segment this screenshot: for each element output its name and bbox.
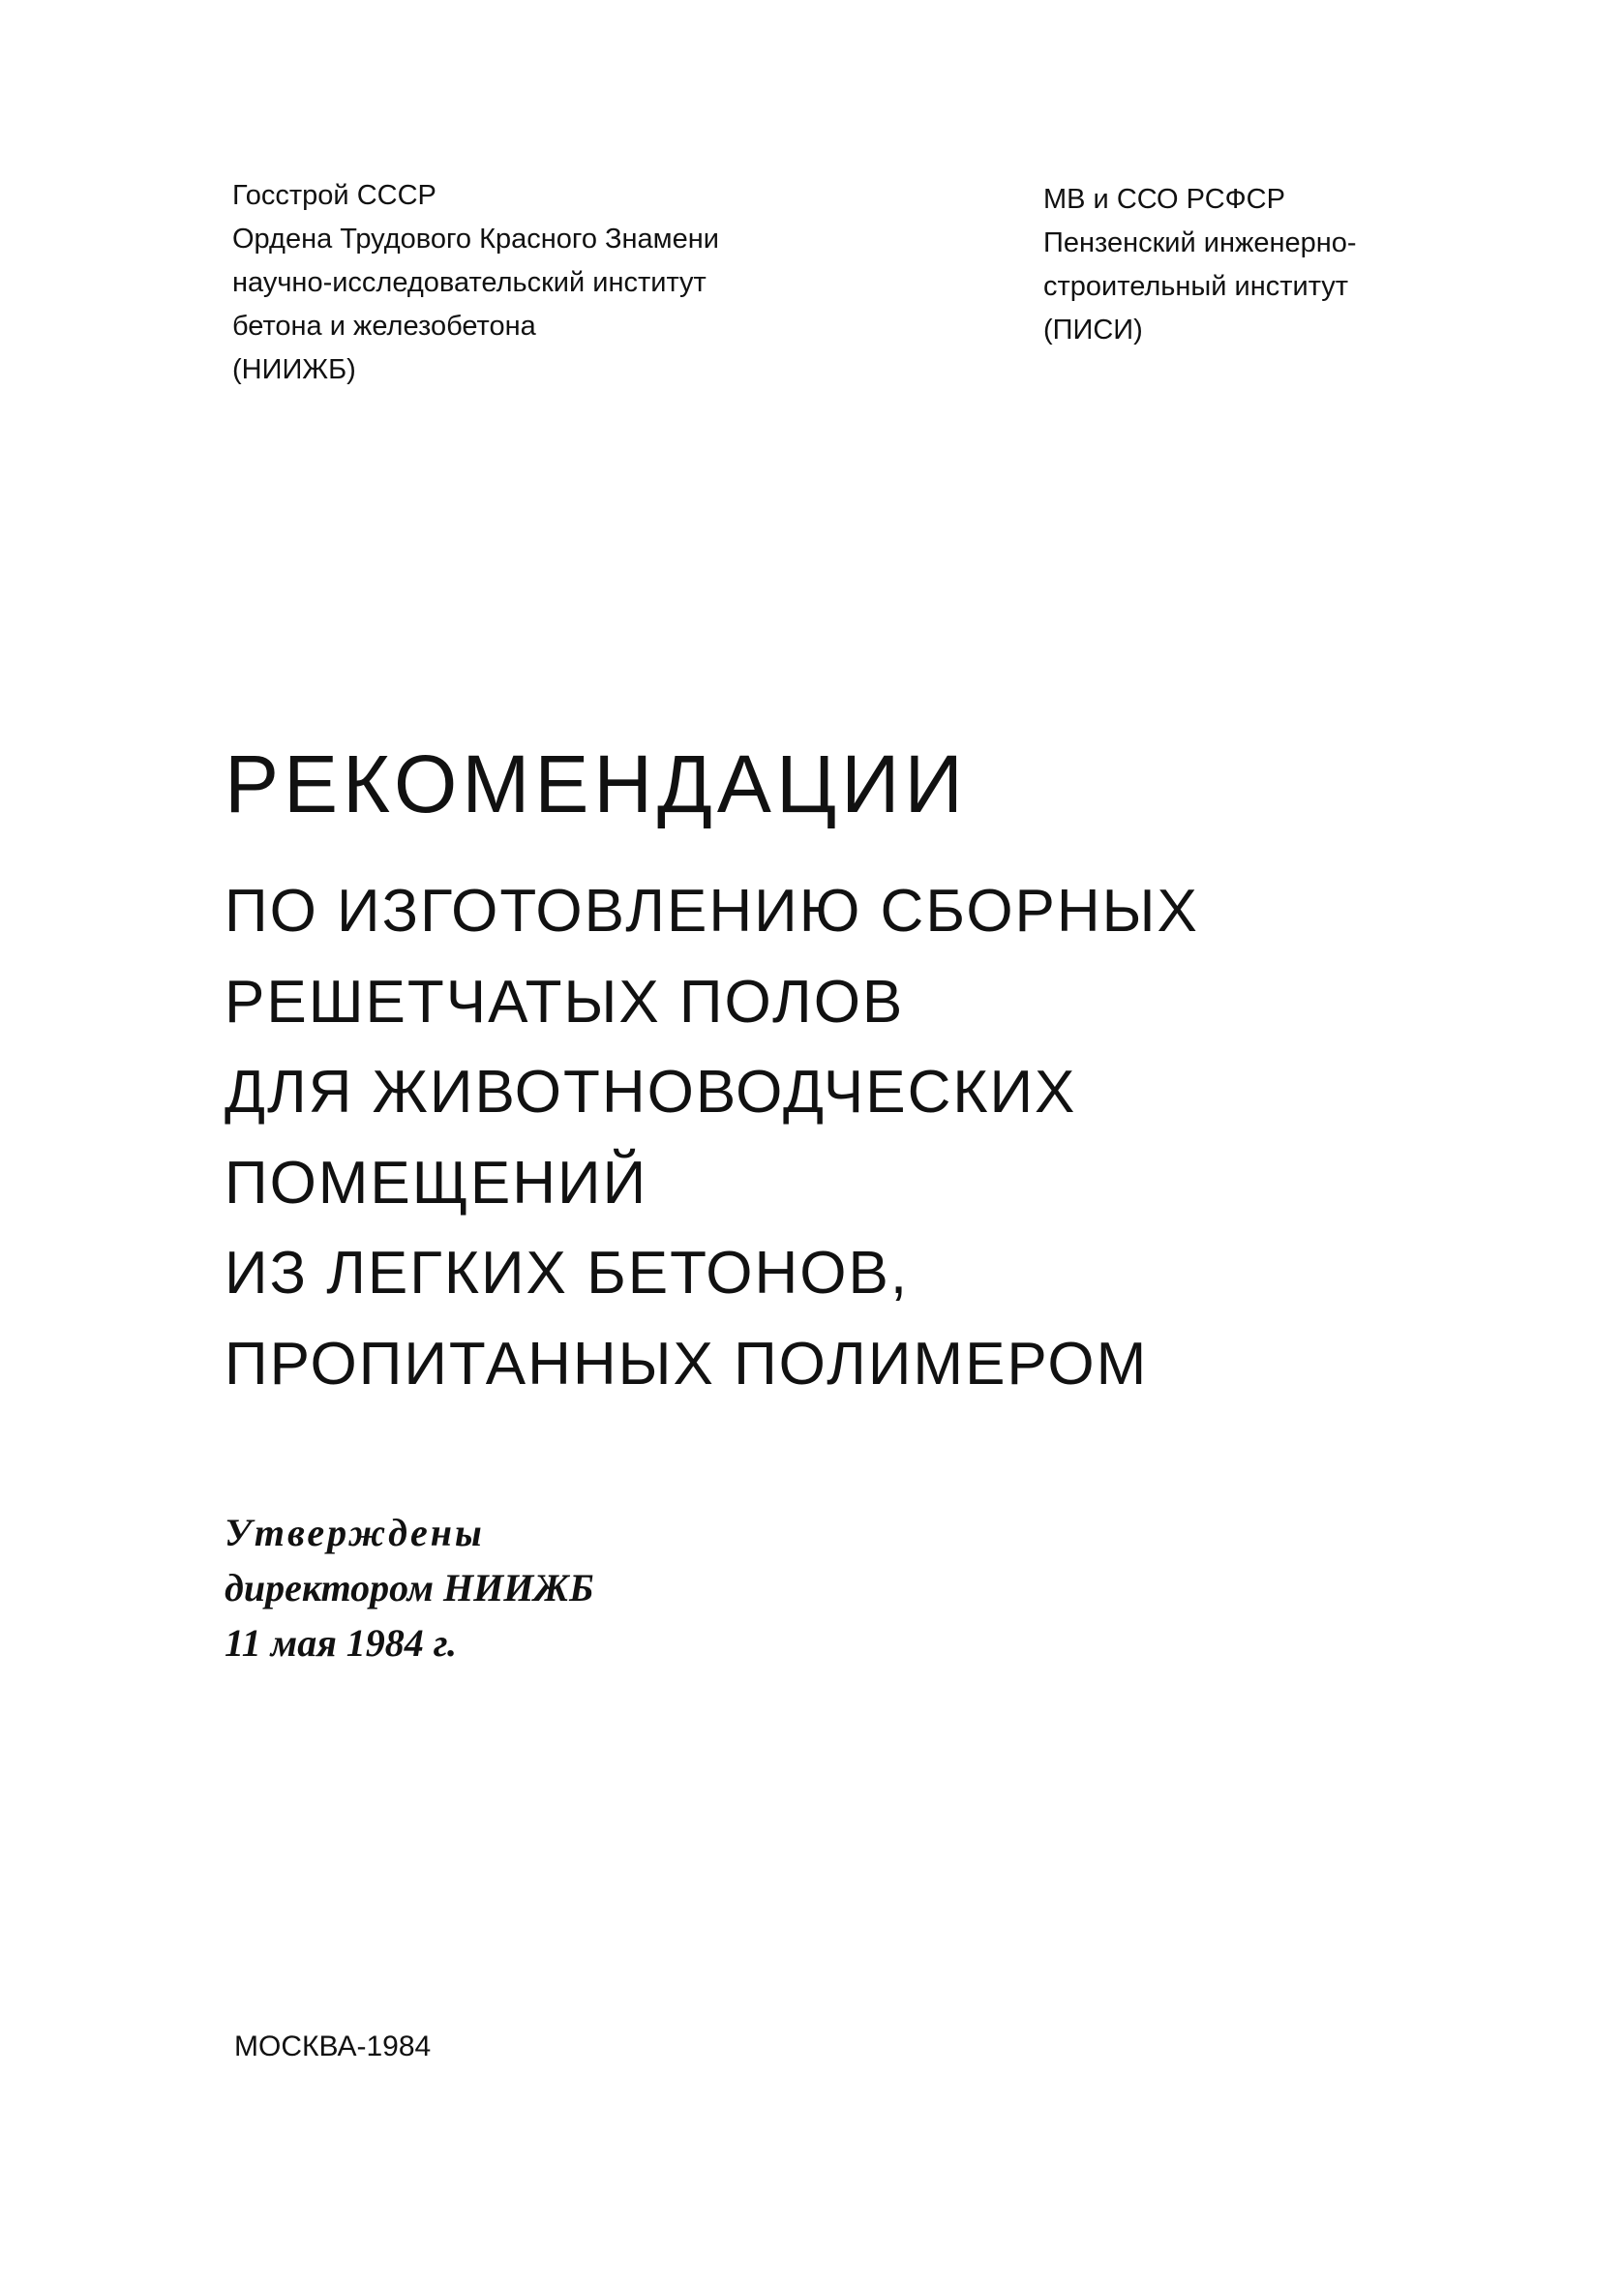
left-header-line-1: Госстрой СССР: [232, 180, 436, 211]
right-header-line-2: Пензенский инженерно-: [1043, 227, 1357, 258]
left-header-line-3: научно-исследовательский институт: [232, 267, 707, 298]
right-header-line-3: строительный институт: [1043, 271, 1349, 302]
approval-line-3: 11 мая 1984 г.: [225, 1621, 458, 1665]
left-header-line-2: Ордена Трудового Красного Знамени: [232, 224, 719, 255]
subtitle-line-1: ПО ИЗГОТОВЛЕНИЮ СБОРНЫХ: [225, 878, 1199, 945]
approval-line-1: Утверждены: [225, 1511, 485, 1554]
left-organization-header: [232, 174, 719, 392]
document-subtitle: [225, 866, 1199, 1409]
right-header-line-4: (ПИСИ): [1043, 315, 1143, 346]
right-organization-header: [1043, 178, 1357, 352]
approval-statement: [225, 1505, 594, 1670]
publication-place-year: МОСКВА-1984: [234, 2030, 432, 2062]
right-header-line-1: МВ и ССО РСФСР: [1043, 184, 1285, 215]
left-header-line-4: бетона и железобетона: [232, 311, 536, 342]
subtitle-line-6: ПРОПИТАННЫХ ПОЛИМЕРОМ: [225, 1330, 1149, 1398]
subtitle-line-5: ИЗ ЛЕГКИХ БЕТОНОВ,: [225, 1240, 910, 1307]
approval-line-2: директором НИИЖБ: [225, 1566, 594, 1609]
left-header-line-5: (НИИЖБ): [232, 354, 356, 385]
document-title: РЕКОМЕНДАЦИИ: [225, 738, 968, 829]
subtitle-line-4: ПОМЕЩЕНИЙ: [225, 1149, 648, 1217]
subtitle-line-3: ДЛЯ ЖИВОТНОВОДЧЕСКИХ: [225, 1059, 1077, 1126]
subtitle-line-2: РЕШЕТЧАТЫХ ПОЛОВ: [225, 968, 905, 1036]
